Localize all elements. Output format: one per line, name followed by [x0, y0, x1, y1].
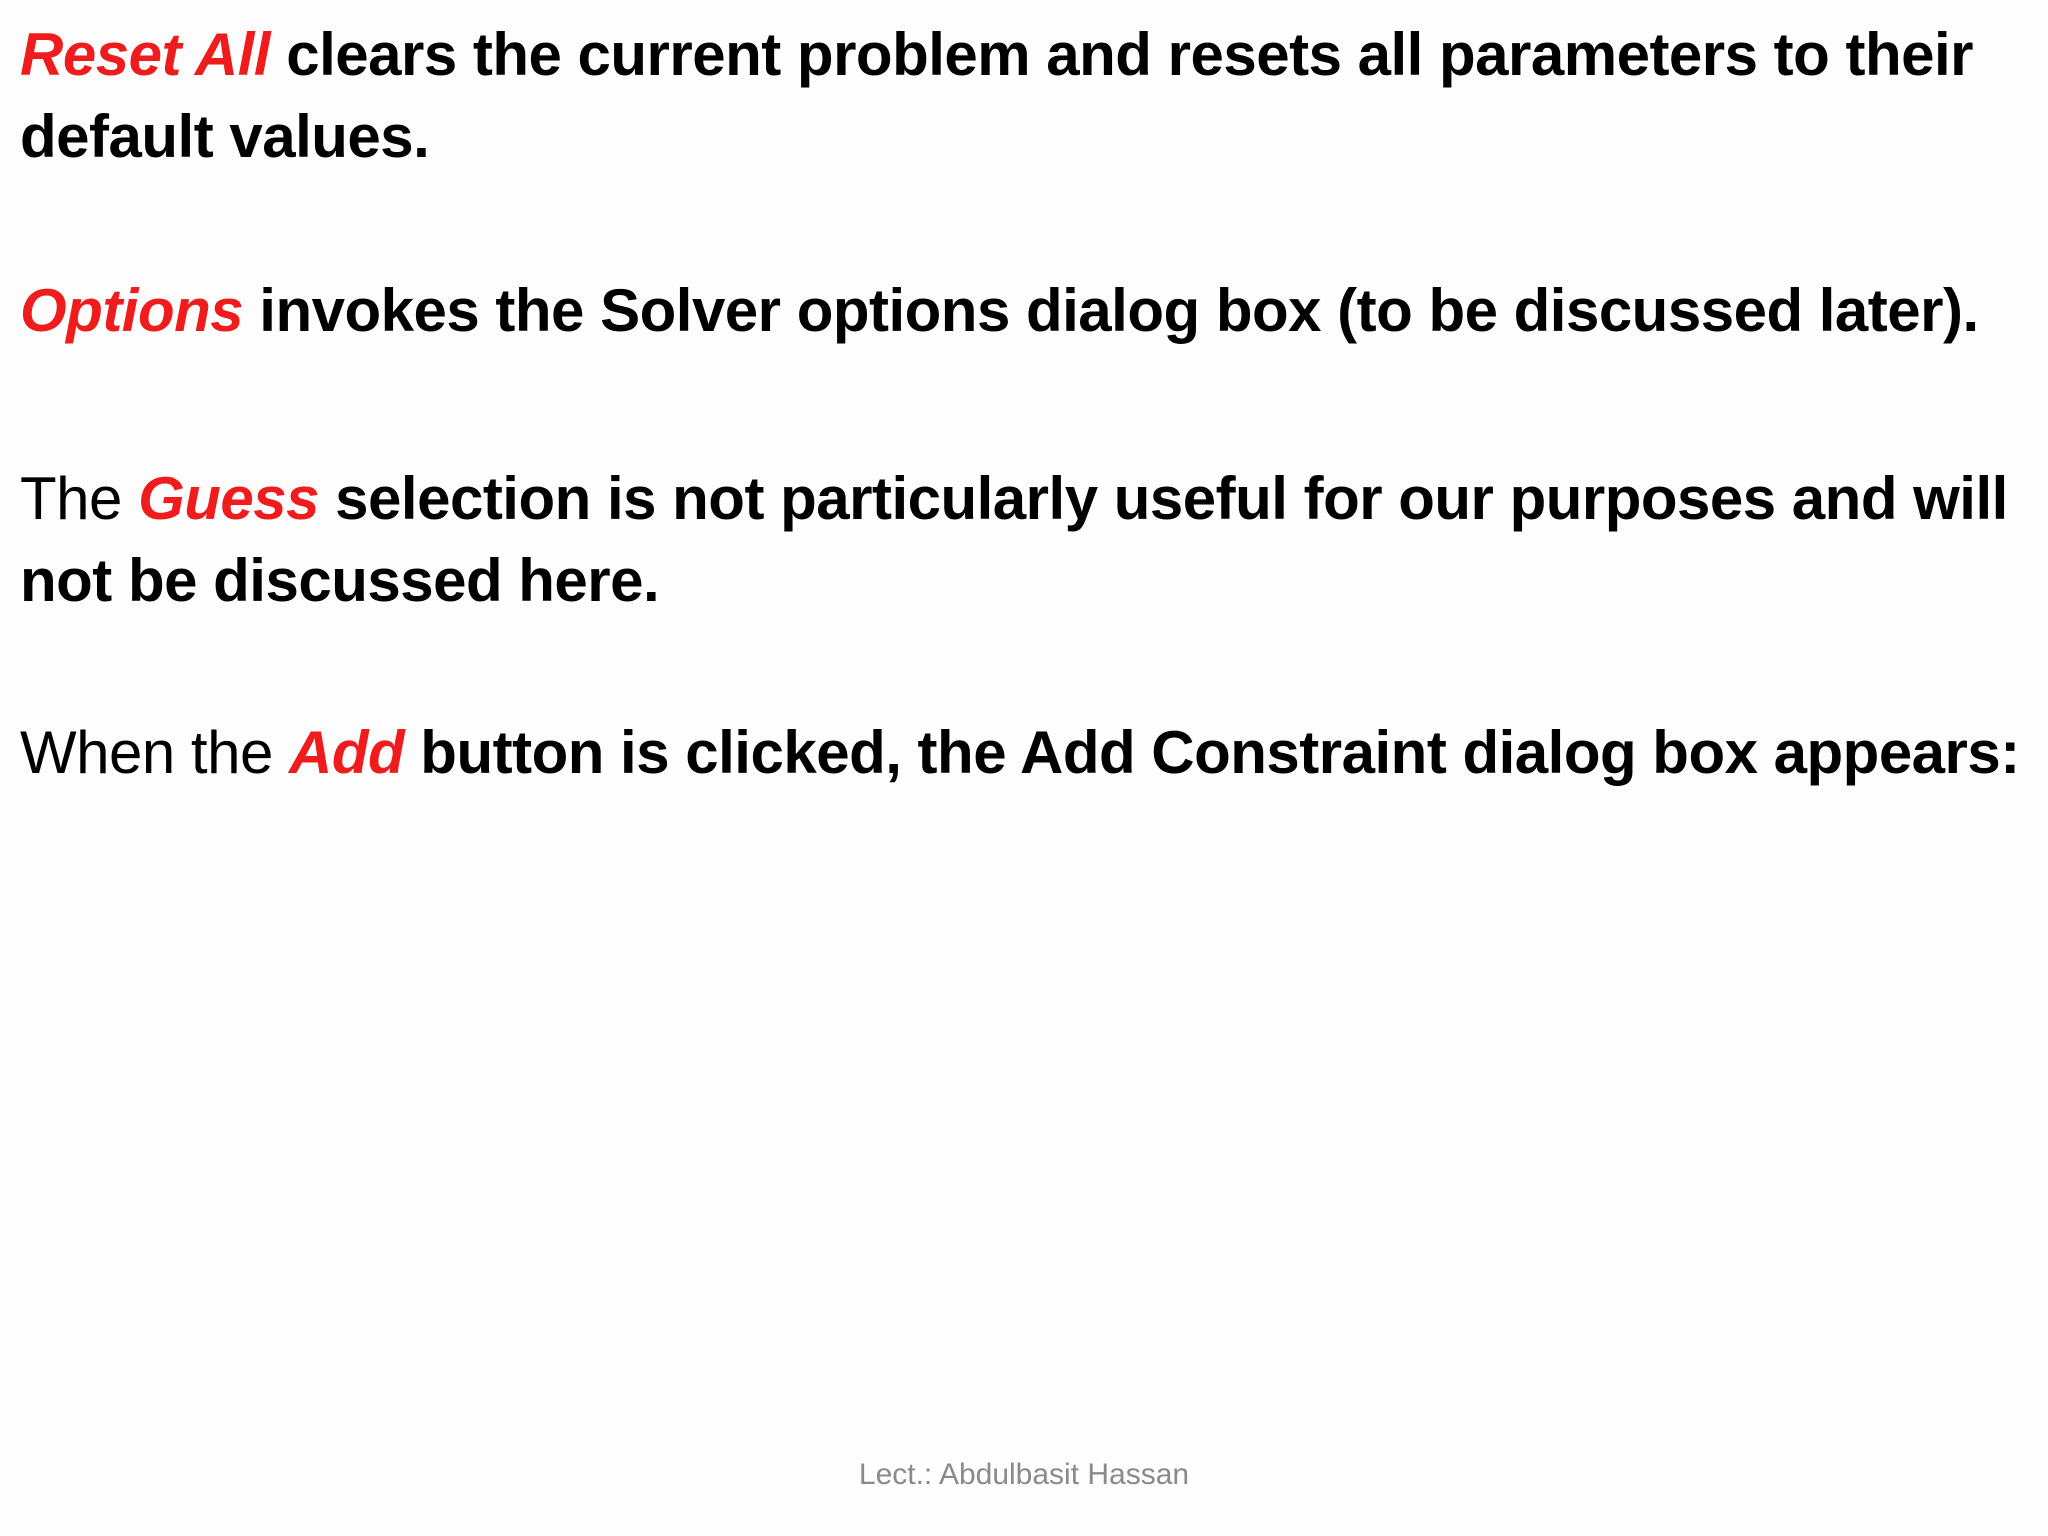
paragraph-reset-all — [20, 14, 2020, 178]
footer-lecturer: Lect.: Abdulbasit Hassan — [858, 1458, 1190, 1491]
paragraph-text: button is clicked, the Add Constraint dialog box appears: — [404, 719, 2020, 786]
paragraph-text: clears the current problem and resets all parameters to their default values. — [20, 21, 1973, 170]
paragraph-lead: When the — [20, 719, 289, 786]
paragraph-text: selection is not particularly useful for our purposes and will not be discussed here. — [20, 465, 2008, 614]
paragraph-lead: The — [20, 465, 139, 532]
paragraph-text: invokes the Solver options dialog box (to be discussed later). — [243, 277, 1979, 344]
keyword-options: Options — [20, 277, 244, 344]
paragraph-options — [20, 270, 2020, 352]
keyword-guess: Guess — [138, 465, 319, 532]
keyword-add: Add — [289, 719, 405, 786]
keyword-reset-all: Reset All — [20, 21, 271, 88]
paragraph-add — [20, 712, 2020, 794]
paragraph-guess — [20, 458, 2020, 622]
